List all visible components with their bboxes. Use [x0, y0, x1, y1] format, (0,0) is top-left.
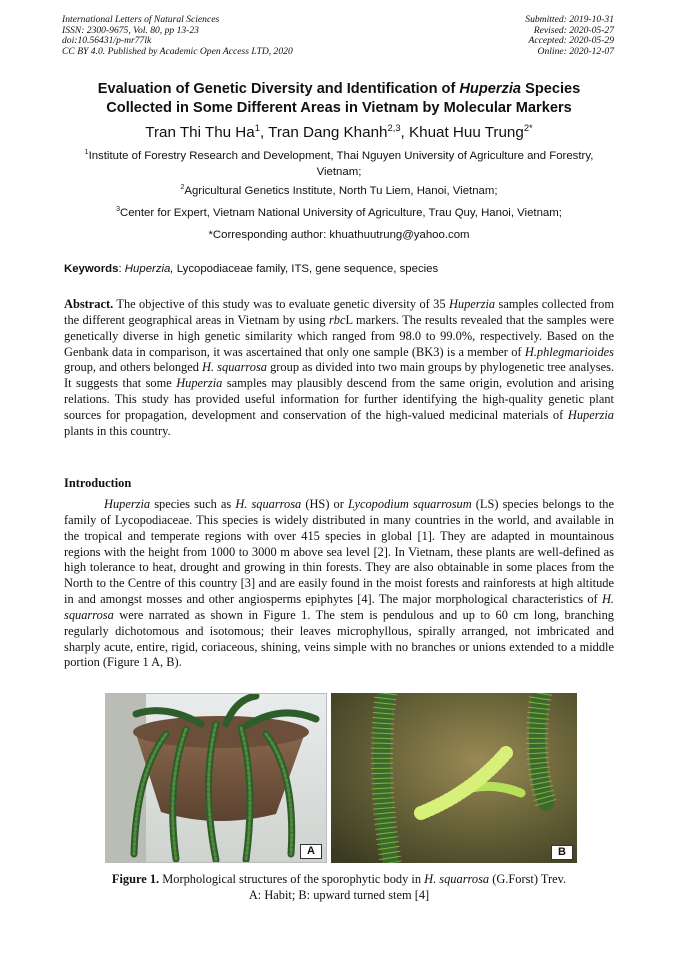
keywords: Keywords: Huperzia, Lycopodiaceae family, ITS, gene sequence, species [64, 263, 439, 275]
author-2: Tran Dang Khanh [268, 124, 388, 141]
title-line-2: Collected in Some Different Areas in Vietnam by Molecular Markers [106, 99, 572, 116]
revised-date: Revised: 2020-05-27 [533, 24, 614, 36]
panel-a-label: A [300, 844, 322, 859]
header-right [525, 15, 614, 57]
header-left [62, 15, 293, 57]
journal-issn: ISSN: 2300-9675, Vol. 80, pp 13-23 [62, 24, 199, 36]
caption-line-2: A: Habit; B: upward turned stem [4] [248, 888, 430, 902]
caption-label: Figure 1. [111, 872, 160, 886]
article-title [50, 80, 628, 117]
online-date: Online: 2020-12-07 [537, 45, 614, 57]
affiliation-1: $^1$Institute of Forestry Research and Development, Thai Nguyen University of Agriculture and Forestry, Vietnam; [84, 149, 594, 178]
photo-habit-image [106, 694, 326, 862]
author-1: Tran Thi Thu Ha [145, 124, 255, 141]
figure-1-caption [50, 871, 628, 903]
accepted-date: Accepted: 2020-05-29 [528, 35, 614, 47]
affiliation-3: $^3$Center for Expert, Vietnam National University of Agriculture, Trau Quy, Hanoi, Vietnam; [116, 206, 562, 219]
submitted-date: Submitted: 2019-10-31 [525, 14, 614, 25]
author-list: Tran Thi Thu Ha$^1$, Tran Dang Khanh$^{2,3}$, Khuat Huu Trung$^{2*}$ [145, 121, 533, 141]
article-doi[interactable]: doi:10.56431/p-mr77lk [62, 35, 152, 47]
photo-habit [105, 693, 327, 863]
panel-b-label: B [551, 845, 573, 860]
author-3: Khuat Huu Trung [409, 124, 524, 141]
affiliation-2: $^2$Agricultural Genetics Institute, North Tu Liem, Hanoi, Vietnam; [180, 184, 498, 197]
introduction-text: Huperzia species such as H. squarrosa (HS) or Lycopodium squarrosum (LS) species belongs to the family of Lycopodiaceae. This species is widely distributed in many countries in the world, and available in the tropical and temperate regions with over 415 species in global [1]. They are adapted in mountainous regions with the height from 1000 to 3000 m above sea level [2]. In Vietnam, these plants are well-defined as high tolerance to heat, drought and growing in thin forests. They are also obtainable in some places from the North to the Centre of this country [3] and are easily found in the moist forests and rainforests at high altitude in and amongst mosses and other angiosperms epiphytes [4]. The major morphological characteristics of H. squarrosa were narrated as shown in Figure 1. The stem is pendulous and up to 60 cm long, branching regularly dichotomous and isotomous; their leaves microphyllous, spirally arranged, not imbricated and sharply acute, entire, rigid, coriaceous, shining, veins simple with no branches or unions extended to a middle portion (Figure 1 A, B). [64, 497, 614, 670]
abstract-label: Abstract. [64, 297, 114, 311]
keywords-label: Keywords [64, 263, 119, 275]
photo-upward-stem [331, 693, 577, 863]
journal-name: International Letters of Natural Sciences [62, 14, 220, 25]
license-line: CC BY 4.0. Published by Academic Open Access LTD, 2020 [62, 45, 293, 57]
title-genus: Huperzia [459, 81, 522, 97]
caption-line-1: Figure 1. Morphological structures of the sporophytic body in H. squarrosa (G.Forst) Trev. [111, 872, 567, 886]
title-line-1: Evaluation of Genetic Diversity and Identification of Huperzia Species [97, 81, 581, 97]
abstract: Abstract. The objective of this study was to evaluate genetic diversity of 35 Huperzia samples collected from the different geographical areas in Vietnam by using rbcL markers. The results revealed that the samples were genetically diverse in high genetic similarity which ranged from 98.0 to 99.0%, respectively. Based on the Genbank data in comparison, it was ascertained that only one sample (BK3) is a member of H.phlegmarioides group, and others belonged H. squarrosa group as divided into two main groups by phylogenetic tree analyses. It suggests that some Huperzia samples may plausibly descend from the same origin, evolution and arising relations. This study has provided useful information for further identifying the high-quality genetic plant sources for propagation, development and conservation of the high-valued medicinal materials of Huperzia plants in this country. [64, 297, 615, 438]
photo-upward-stem-image [331, 693, 577, 863]
corresponding-author[interactable]: *Corresponding author: khuathuutrung@yahoo.com [208, 229, 470, 241]
introduction-heading: Introduction [64, 476, 132, 490]
figure-1 [105, 693, 577, 863]
